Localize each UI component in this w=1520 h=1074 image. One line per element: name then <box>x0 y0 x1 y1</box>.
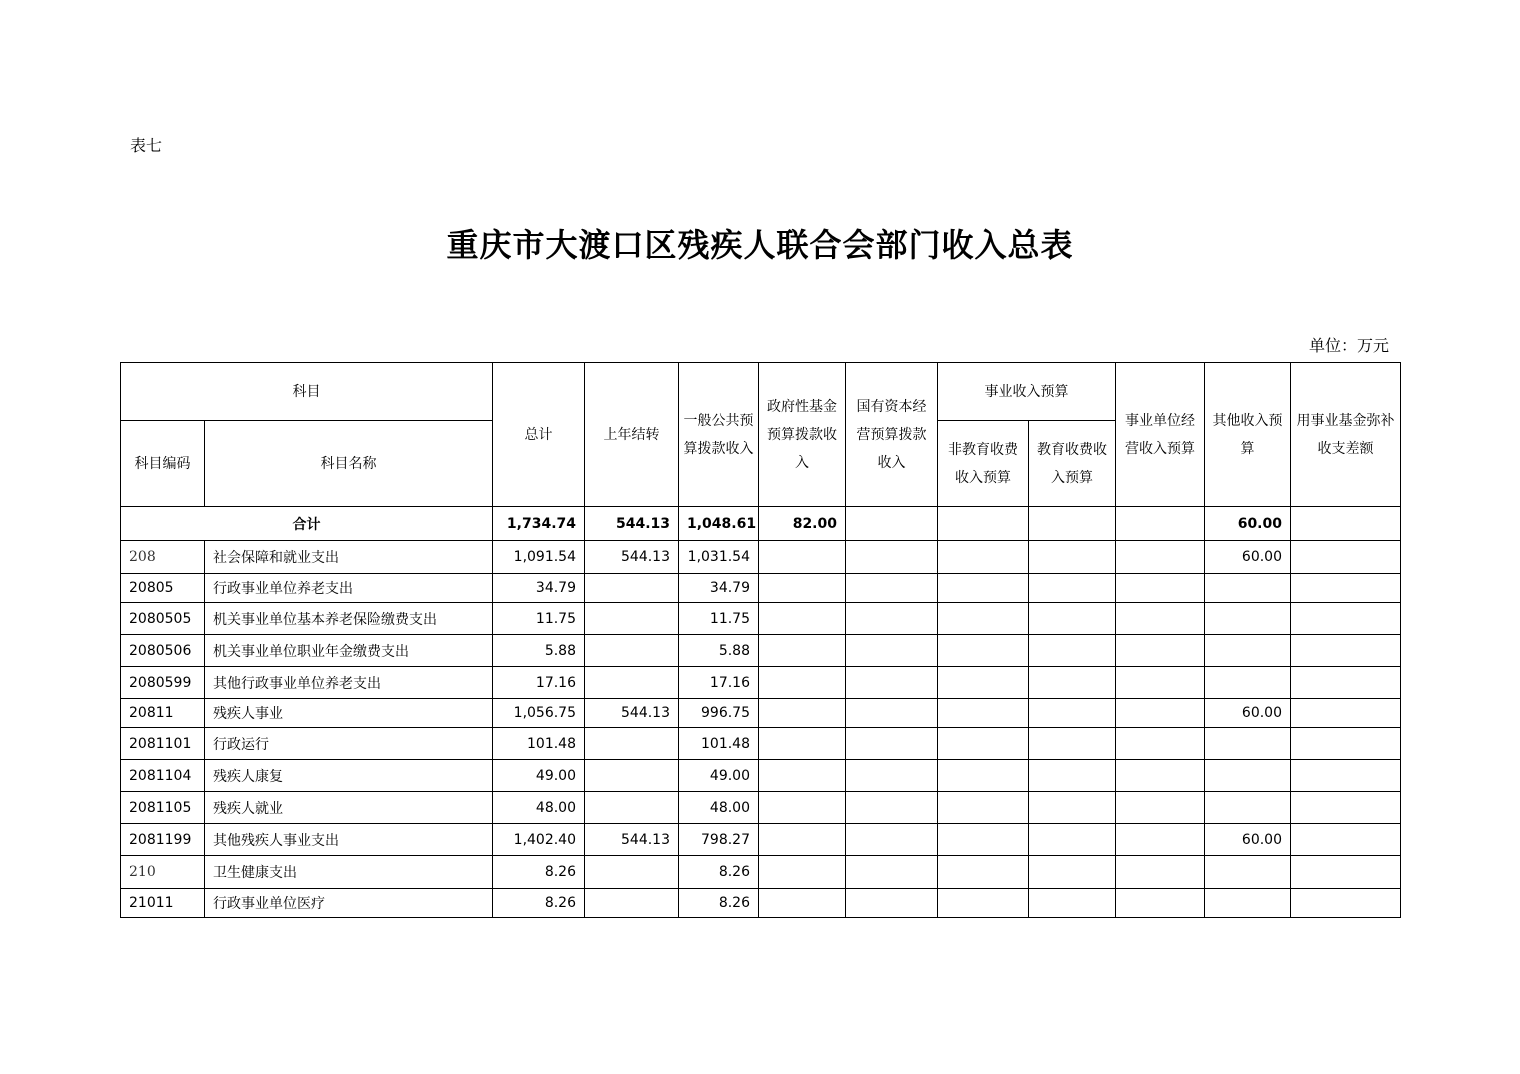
business-income-cell <box>1116 541 1205 574</box>
non-edu-fee-cell <box>938 889 1029 918</box>
general-budget-cell: 8.26 <box>679 856 759 889</box>
other-income-cell: 60.00 <box>1205 699 1291 728</box>
total-cell: 1,091.54 <box>493 541 585 574</box>
table-row <box>121 760 1401 792</box>
general-budget-cell: 48.00 <box>679 792 759 824</box>
table-row <box>121 856 1401 889</box>
non-edu-fee-cell <box>938 792 1029 824</box>
table-row <box>121 728 1401 760</box>
gov-fund-cell: 82.00 <box>759 507 846 541</box>
business-income-cell <box>1116 667 1205 699</box>
total-cell: 34.79 <box>493 574 585 603</box>
subject-code: 20811 <box>121 699 205 728</box>
edu-fee-cell <box>1029 760 1116 792</box>
fund-balance-cell <box>1291 824 1401 856</box>
general-budget-cell: 17.16 <box>679 667 759 699</box>
subject-name: 残疾人事业 <box>205 699 493 728</box>
subject-code: 208 <box>121 541 205 574</box>
fund-balance-cell <box>1291 760 1401 792</box>
gov-fund-cell <box>759 541 846 574</box>
non-edu-fee-cell <box>938 574 1029 603</box>
state-capital-cell <box>846 728 938 760</box>
non-edu-fee-cell <box>938 541 1029 574</box>
other-income-cell <box>1205 792 1291 824</box>
non-edu-fee-cell <box>938 507 1029 541</box>
business-income-cell <box>1116 728 1205 760</box>
subject-code: 2080506 <box>121 635 205 667</box>
carryover-cell <box>585 728 679 760</box>
carryover-cell <box>585 667 679 699</box>
edu-fee-cell <box>1029 667 1116 699</box>
general-budget-cell: 11.75 <box>679 603 759 635</box>
gov-fund-cell <box>759 603 846 635</box>
subject-name: 行政事业单位养老支出 <box>205 574 493 603</box>
subject-name: 残疾人康复 <box>205 760 493 792</box>
header-general-budget: 一般公共预算拨款收入 <box>679 363 759 507</box>
state-capital-cell <box>846 856 938 889</box>
subject-name: 社会保障和就业支出 <box>205 541 493 574</box>
edu-fee-cell <box>1029 792 1116 824</box>
state-capital-cell <box>846 574 938 603</box>
gov-fund-cell <box>759 760 846 792</box>
table-row <box>121 889 1401 918</box>
state-capital-cell <box>846 667 938 699</box>
gov-fund-cell <box>759 667 846 699</box>
other-income-cell: 60.00 <box>1205 507 1291 541</box>
header-total: 总计 <box>493 363 585 507</box>
carryover-cell: 544.13 <box>585 507 679 541</box>
edu-fee-cell <box>1029 889 1116 918</box>
gov-fund-cell <box>759 824 846 856</box>
header-state-capital: 国有资本经营预算拨款收入 <box>846 363 938 507</box>
carryover-cell: 544.13 <box>585 541 679 574</box>
subject-code: 2081199 <box>121 824 205 856</box>
edu-fee-cell <box>1029 728 1116 760</box>
business-income-cell <box>1116 824 1205 856</box>
subject-code: 21011 <box>121 889 205 918</box>
subject-name: 卫生健康支出 <box>205 856 493 889</box>
carryover-cell <box>585 856 679 889</box>
subject-name: 其他残疾人事业支出 <box>205 824 493 856</box>
edu-fee-cell <box>1029 824 1116 856</box>
non-edu-fee-cell <box>938 824 1029 856</box>
general-budget-cell: 49.00 <box>679 760 759 792</box>
fund-balance-cell <box>1291 699 1401 728</box>
fund-balance-cell <box>1291 635 1401 667</box>
general-budget-cell: 34.79 <box>679 574 759 603</box>
table-row <box>121 635 1401 667</box>
total-cell: 1,056.75 <box>493 699 585 728</box>
non-edu-fee-cell <box>938 635 1029 667</box>
subject-code: 2081105 <box>121 792 205 824</box>
subject-name: 残疾人就业 <box>205 792 493 824</box>
header-subject-name: 科目名称 <box>205 421 493 507</box>
total-cell: 1,402.40 <box>493 824 585 856</box>
fund-balance-cell <box>1291 541 1401 574</box>
table-row <box>121 699 1401 728</box>
general-budget-cell: 798.27 <box>679 824 759 856</box>
state-capital-cell <box>846 635 938 667</box>
business-income-cell <box>1116 635 1205 667</box>
general-budget-cell: 1,031.54 <box>679 541 759 574</box>
business-income-cell <box>1116 699 1205 728</box>
table-row <box>121 603 1401 635</box>
other-income-cell <box>1205 889 1291 918</box>
header-subject-code: 科目编码 <box>121 421 205 507</box>
subject-name: 行政事业单位医疗 <box>205 889 493 918</box>
business-income-cell <box>1116 889 1205 918</box>
other-income-cell <box>1205 635 1291 667</box>
fund-balance-cell <box>1291 856 1401 889</box>
fund-balance-cell <box>1291 574 1401 603</box>
other-income-cell <box>1205 603 1291 635</box>
carryover-cell: 544.13 <box>585 699 679 728</box>
gov-fund-cell <box>759 728 846 760</box>
carryover-cell <box>585 635 679 667</box>
subject-code: 20805 <box>121 574 205 603</box>
non-edu-fee-cell <box>938 667 1029 699</box>
unit-label: 单位：万元 <box>1308 336 1389 355</box>
state-capital-cell <box>846 760 938 792</box>
non-edu-fee-cell <box>938 856 1029 889</box>
subject-code: 2081101 <box>121 728 205 760</box>
subject-code: 2081104 <box>121 760 205 792</box>
header-carryover: 上年结转 <box>585 363 679 507</box>
carryover-cell <box>585 603 679 635</box>
subject-name: 机关事业单位职业年金缴费支出 <box>205 635 493 667</box>
fund-balance-cell <box>1291 603 1401 635</box>
total-cell: 48.00 <box>493 792 585 824</box>
gov-fund-cell <box>759 792 846 824</box>
total-label: 合计 <box>121 507 493 541</box>
other-income-cell <box>1205 760 1291 792</box>
subject-code: 210 <box>121 856 205 889</box>
total-cell: 17.16 <box>493 667 585 699</box>
non-edu-fee-cell <box>938 728 1029 760</box>
edu-fee-cell <box>1029 699 1116 728</box>
state-capital-cell <box>846 699 938 728</box>
table-number-label: 表七 <box>130 136 163 155</box>
state-capital-cell <box>846 889 938 918</box>
business-income-cell <box>1116 507 1205 541</box>
subject-name: 其他行政事业单位养老支出 <box>205 667 493 699</box>
carryover-cell <box>585 574 679 603</box>
non-edu-fee-cell <box>938 760 1029 792</box>
carryover-cell: 544.13 <box>585 824 679 856</box>
fund-balance-cell <box>1291 667 1401 699</box>
total-cell: 11.75 <box>493 603 585 635</box>
other-income-cell <box>1205 856 1291 889</box>
header-subject: 科目 <box>121 363 493 421</box>
edu-fee-cell <box>1029 574 1116 603</box>
state-capital-cell <box>846 603 938 635</box>
business-income-cell <box>1116 760 1205 792</box>
state-capital-cell <box>846 792 938 824</box>
general-budget-cell: 101.48 <box>679 728 759 760</box>
subject-name: 行政运行 <box>205 728 493 760</box>
subject-name: 机关事业单位基本养老保险缴费支出 <box>205 603 493 635</box>
edu-fee-cell <box>1029 635 1116 667</box>
subject-code: 2080599 <box>121 667 205 699</box>
header-business-income: 事业单位经营收入预算 <box>1116 363 1205 507</box>
header-other-income: 其他收入预算 <box>1205 363 1291 507</box>
fund-balance-cell <box>1291 889 1401 918</box>
edu-fee-cell <box>1029 603 1116 635</box>
non-edu-fee-cell <box>938 699 1029 728</box>
table-row <box>121 824 1401 856</box>
header-public-inst-income: 事业收入预算 <box>938 363 1116 421</box>
total-cell: 8.26 <box>493 856 585 889</box>
fund-balance-cell <box>1291 507 1401 541</box>
table-row <box>121 541 1401 574</box>
general-budget-cell: 1,048.61 <box>679 507 759 541</box>
total-cell: 5.88 <box>493 635 585 667</box>
header-gov-fund: 政府性基金预算拨款收入 <box>759 363 846 507</box>
carryover-cell <box>585 889 679 918</box>
business-income-cell <box>1116 856 1205 889</box>
page-title: 重庆市大渡口区残疾人联合会部门收入总表 <box>446 226 1074 264</box>
edu-fee-cell <box>1029 856 1116 889</box>
table-row <box>121 667 1401 699</box>
other-income-cell <box>1205 667 1291 699</box>
income-summary-table <box>120 362 1401 918</box>
header-fund-balance: 用事业基金弥补收支差额 <box>1291 363 1401 507</box>
header-edu-fee: 教育收费收入预算 <box>1029 421 1116 507</box>
general-budget-cell: 8.26 <box>679 889 759 918</box>
non-edu-fee-cell <box>938 603 1029 635</box>
total-row <box>121 507 1401 541</box>
total-cell: 8.26 <box>493 889 585 918</box>
fund-balance-cell <box>1291 792 1401 824</box>
other-income-cell <box>1205 728 1291 760</box>
business-income-cell <box>1116 603 1205 635</box>
business-income-cell <box>1116 574 1205 603</box>
other-income-cell: 60.00 <box>1205 541 1291 574</box>
state-capital-cell <box>846 824 938 856</box>
edu-fee-cell <box>1029 507 1116 541</box>
gov-fund-cell <box>759 699 846 728</box>
edu-fee-cell <box>1029 541 1116 574</box>
state-capital-cell <box>846 507 938 541</box>
business-income-cell <box>1116 792 1205 824</box>
other-income-cell <box>1205 574 1291 603</box>
general-budget-cell: 5.88 <box>679 635 759 667</box>
gov-fund-cell <box>759 889 846 918</box>
table-row <box>121 792 1401 824</box>
total-cell: 101.48 <box>493 728 585 760</box>
total-cell: 1,734.74 <box>493 507 585 541</box>
subject-code: 2080505 <box>121 603 205 635</box>
table-row <box>121 574 1401 603</box>
gov-fund-cell <box>759 856 846 889</box>
header-non-edu-fee: 非教育收费收入预算 <box>938 421 1029 507</box>
gov-fund-cell <box>759 574 846 603</box>
fund-balance-cell <box>1291 728 1401 760</box>
other-income-cell: 60.00 <box>1205 824 1291 856</box>
carryover-cell <box>585 760 679 792</box>
state-capital-cell <box>846 541 938 574</box>
gov-fund-cell <box>759 635 846 667</box>
carryover-cell <box>585 792 679 824</box>
total-cell: 49.00 <box>493 760 585 792</box>
general-budget-cell: 996.75 <box>679 699 759 728</box>
